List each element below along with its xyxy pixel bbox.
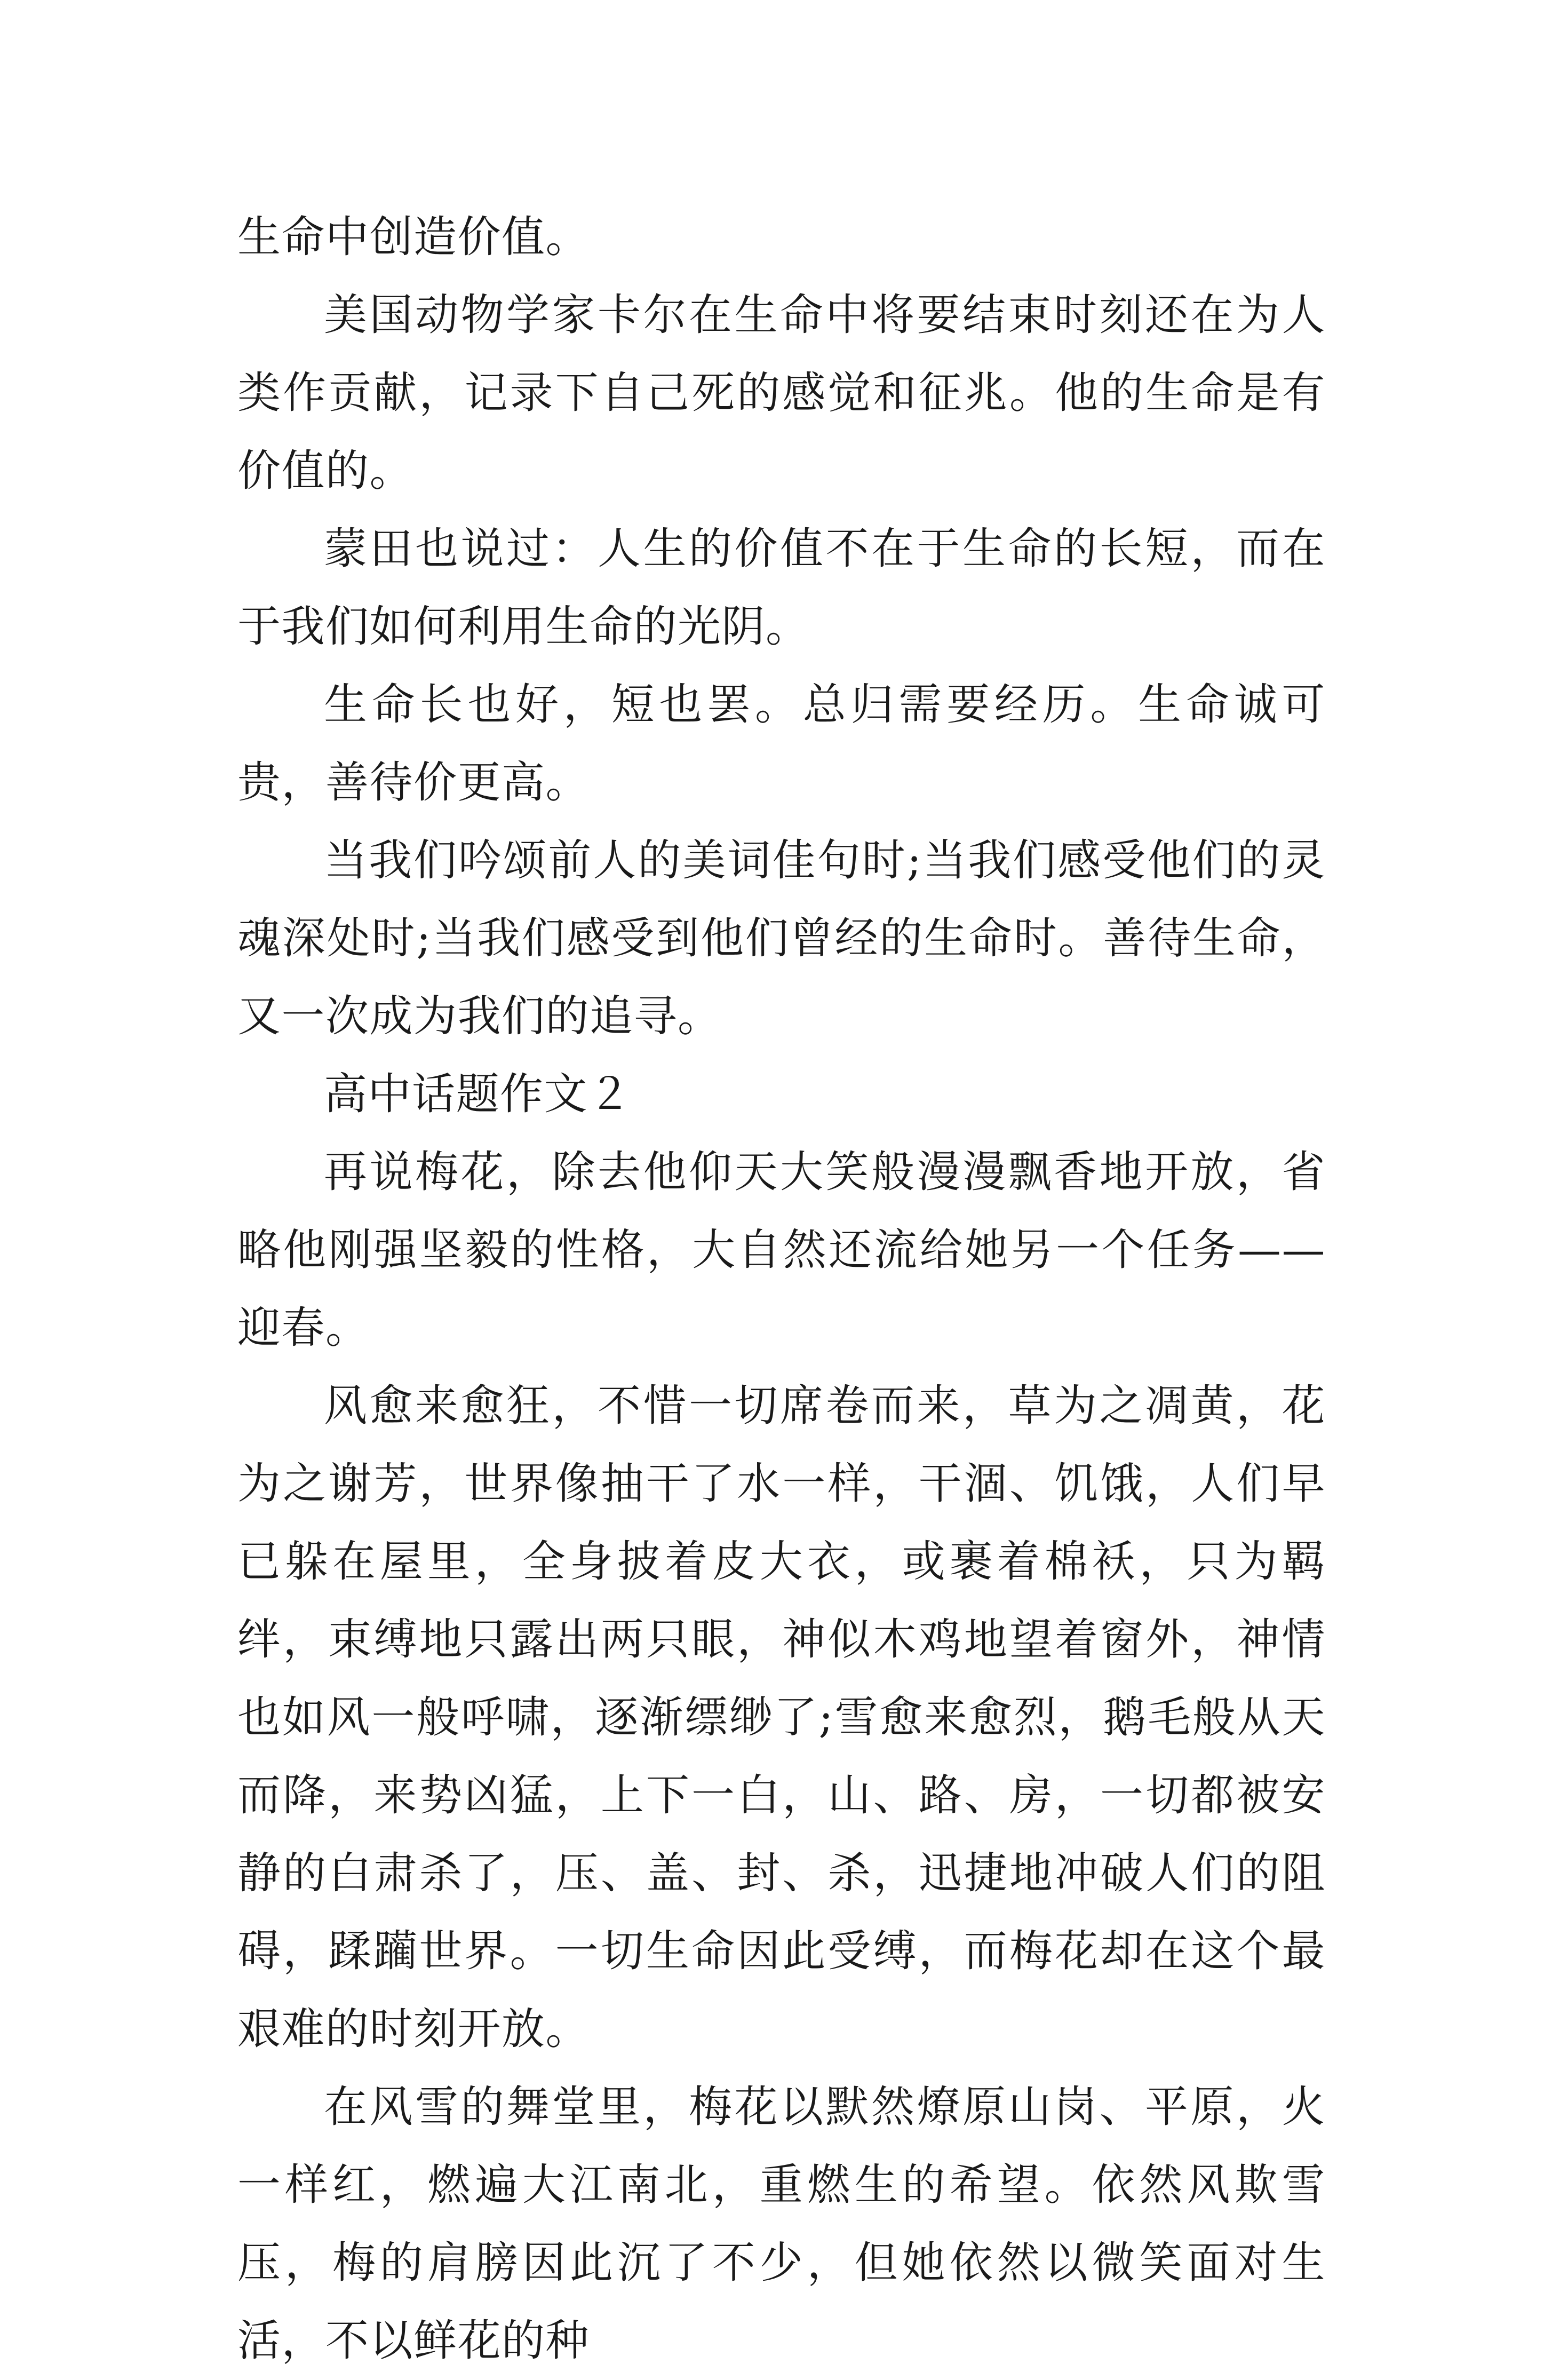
paragraph: 蒙田也说过：人生的价值不在于生命的长短，而在于我们如何利用生命的光阴。 xyxy=(237,524,1326,652)
section-heading: 高中话题作文２ xyxy=(324,1069,632,1120)
paragraph: 在风雪的舞堂里，梅花以默然燎原山岗、平原，火一样红，燃遍大江南北，重燃生的希望。依然风欺雪压，梅的肩膀因此沉了不少，但她依然以微笑面对生活，不以鲜花的种 xyxy=(237,2082,1326,2366)
paragraph: 美国动物学家卡尔在生命中将要结束时刻还在为人类作贡献，记录下自己死的感觉和征兆。他的生命是有价值的。 xyxy=(237,290,1326,496)
document-page xyxy=(237,199,1326,2380)
paragraph-continuation: 生命中创造价值。 xyxy=(237,212,590,263)
paragraph: 当我们吟颂前人的美词佳句时;当我们感受他们的灵魂深处时;当我们感受到他们曾经的生命时。善待生命，又一次成为我们的追寻。 xyxy=(237,836,1326,1042)
paragraph: 再说梅花，除去他仰天大笑般漫漫飘香地开放，省略他刚强坚毅的性格，大自然还流给她另一个任务——迎春。 xyxy=(237,1147,1326,1353)
paragraph: 生命长也好，短也罢。总归需要经历。生命诚可贵，善待价更高。 xyxy=(237,680,1326,808)
paragraph: 风愈来愈狂，不惜一切席卷而来，草为之凋黄，花为之谢芳，世界像抽干了水一样，干涸、饥饿，人们早已躲在屋里，全身披着皮大衣，或裹着棉袄，只为羁绊，束缚地只露出两只眼，神似木鸡地望着窗外，神情也如风一般呼啸，逐渐缥缈了;雪愈来愈烈，鹅毛般从天而降，来势凶猛，上下一白，山、路、房，一切都被安静的白肃杀了，压、盖、封、杀，迅捷地冲破人们的阻碍，蹂躏世界。一切生命因此受缚，而梅花却在这个最艰难的时刻开放。 xyxy=(237,1381,1326,2054)
